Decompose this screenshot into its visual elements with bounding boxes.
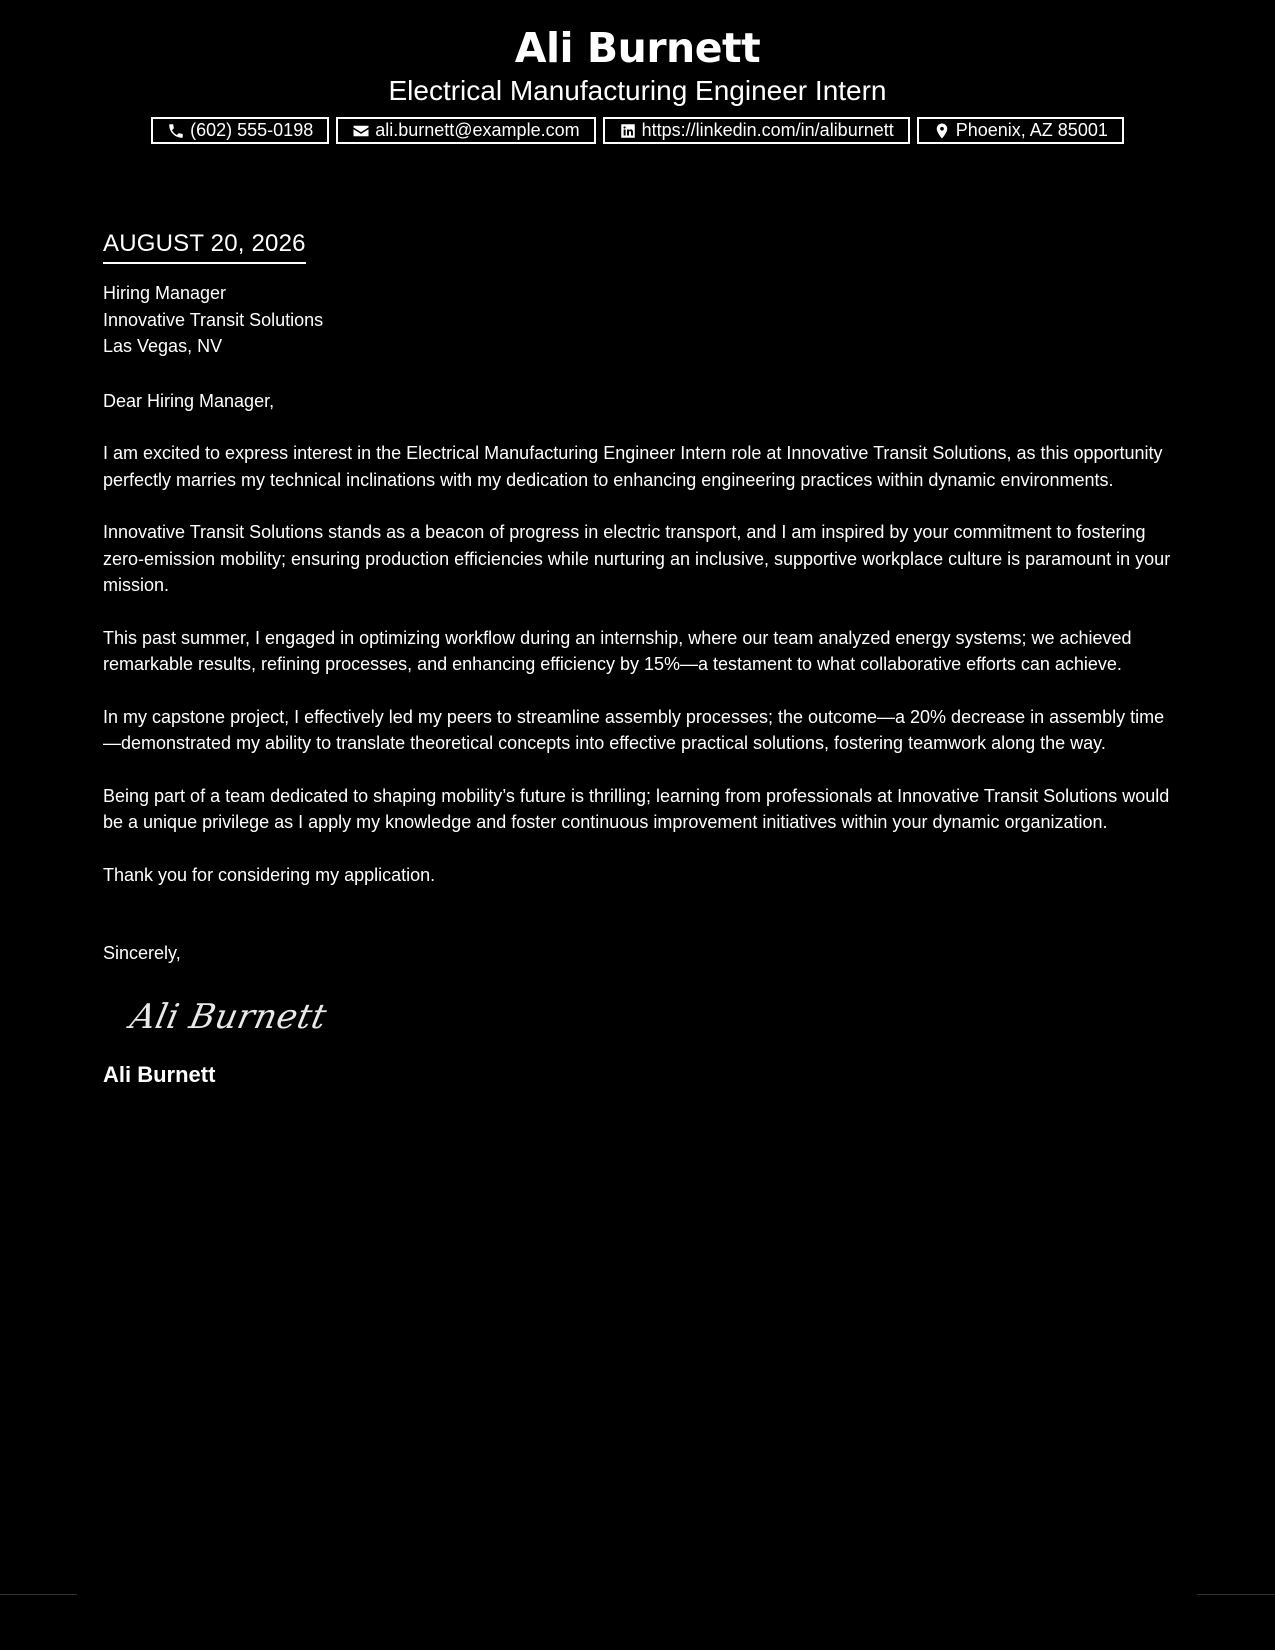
applicant-role: Electrical Manufacturing Engineer Intern [388,75,887,106]
recipient-company: Innovative Transit Solutions [103,309,324,330]
paragraph-intro: I am excited to express interest in the Electrical Manufacturing Engineer Intern role at Innovative Transit Solutions, as this opportunity perfectly marries my technical inclinations with my dedication to enhancing engineering practices within dynamic environments. [103,443,1163,490]
salutation: Dear Hiring Manager, [103,390,275,411]
linkedin-text: https://linkedin.com/in/aliburnett [641,120,894,140]
paragraph-company: Innovative Transit Solutions stands as a beacon of progress in electric transport, and I am inspired by your commitment to fostering zero-emission mobility; ensuring production efficiencies while nurturing an inclusive, supportive workplace culture is paramount in your mission. [103,522,1171,595]
letter-date: AUGUST 20, 2026 [103,228,306,264]
map-marker-icon [933,122,951,140]
contact-phone[interactable] [151,117,329,144]
envelope-icon [352,122,370,140]
handwritten-signature: Ali Burnett [126,996,331,1037]
footer-rule-left [0,1594,77,1595]
paragraph-internship: This past summer, I engaged in optimizing workflow during an internship, where our team analyzed energy systems; we achieved remarkable results, refining processes, and enhancing efficiency by 15%—a testament to what collaborative efforts can achieve. [103,627,1132,674]
applicant-name: Ali Burnett [514,24,761,72]
recipient-title: Hiring Manager [103,283,227,303]
location-text: Phoenix, AZ 85001 [955,120,1108,140]
recipient-block [103,280,1178,360]
signer-name: Ali Burnett [103,1061,216,1087]
letter-header [0,22,1275,144]
paragraph-motivation: Being part of a team dedicated to shaping mobility’s future is thrilling; learning from professionals at Innovative Transit Solutions would be a unique privilege as I apply my knowledge and foster continuous improvement initiatives within your dynamic organization. [103,785,1170,832]
letter-body [103,228,1178,1089]
contact-linkedin[interactable] [603,117,910,144]
contact-bar [0,117,1275,144]
email-text: ali.burnett@example.com [375,120,580,140]
contact-email[interactable] [336,117,595,144]
recipient-location: Las Vegas, NV [103,336,223,356]
footer-rule-right [1197,1594,1275,1595]
paragraph-capstone: In my capstone project, I effectively led my peers to streamline assembly processes; the outcome—a 20% decrease in assembly time—demonstrated my ability to translate theoretical concepts into effective practical solutions, fostering teamwork along the way. [103,706,1165,753]
contact-location [917,117,1124,144]
linkedin-icon [619,122,637,140]
paragraph-thanks: Thank you for considering my application. [103,864,436,885]
closing: Sincerely, [103,943,181,963]
phone-icon [167,122,185,140]
phone-text: (602) 555-0198 [190,120,314,140]
